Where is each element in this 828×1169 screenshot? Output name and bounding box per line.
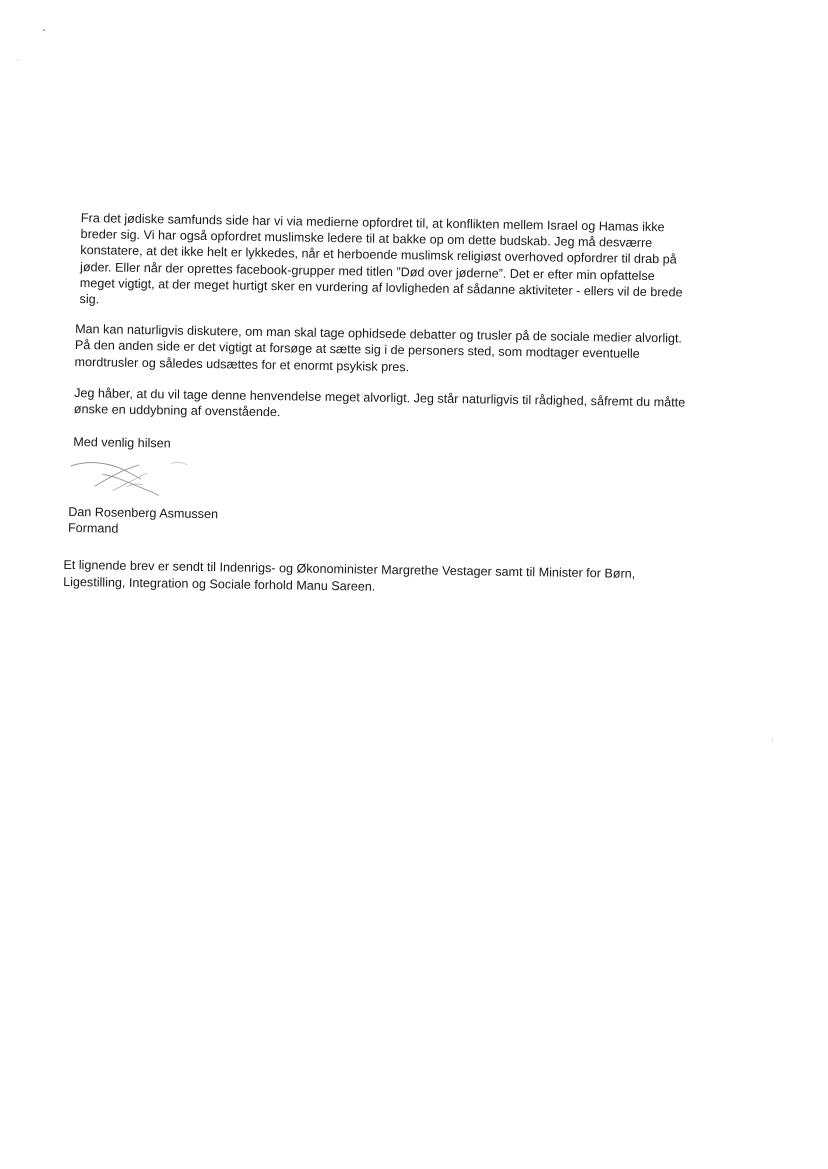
letter-body <box>63 210 717 600</box>
scan-speck <box>43 29 45 31</box>
paragraph-3: Jeg håber, at du vil tage denne henvendelse meget alvorligt. Jeg står naturligvis til rådighed, såfremt du måtte ønske en uddybning af ovenstående. <box>73 385 686 420</box>
paragraph-2: Man kan naturligvis diskutere, om man skal tage ophidsede debatter og trusler på de sociale medier alvorligt. På den anden side er det vigtigt at forsøge at sætte sig i de personers sted, som modtager eventuelle mordtrusler og således udsættes for et enormt psykisk pres. <box>74 322 683 374</box>
scan-speck <box>17 60 18 61</box>
closing-salutation: Med venlig hilsen <box>73 435 171 451</box>
signer-name: Dan Rosenberg Asmussen <box>68 505 219 522</box>
signer-title: Formand <box>67 521 119 536</box>
copy-note: Et lignende brev er sendt til Indenrigs- og Økonominister Margrethe Vestager samt til Minister for Børn, Ligestilling, Integration og Sociale forhold Manu Sareen. <box>63 558 636 594</box>
handwritten-signature <box>66 456 207 502</box>
scan-speck <box>772 740 773 741</box>
paragraph-1: Fra det jødiske samfunds side har vi via medierne opfordret til, at konflikten mellem Israel og Hamas ikke breder sig. Vi har også opfordret muslimske ledere til at bakke op om dette budskab. Jeg må desværre konstatere, at det ikke helt er lykkedes, når et herboende muslimsk religiøst overhoved opfordrer til drab på jøder. Eller når der oprettes facebook-grupper med titlen ”Død over jøderne”. Det er efter min opfattelse meget vigtigt, at der meget hurtigt sker en vurdering af lovligheden af sådanne aktiviteter - ellers vil de brede sig. <box>79 211 683 307</box>
